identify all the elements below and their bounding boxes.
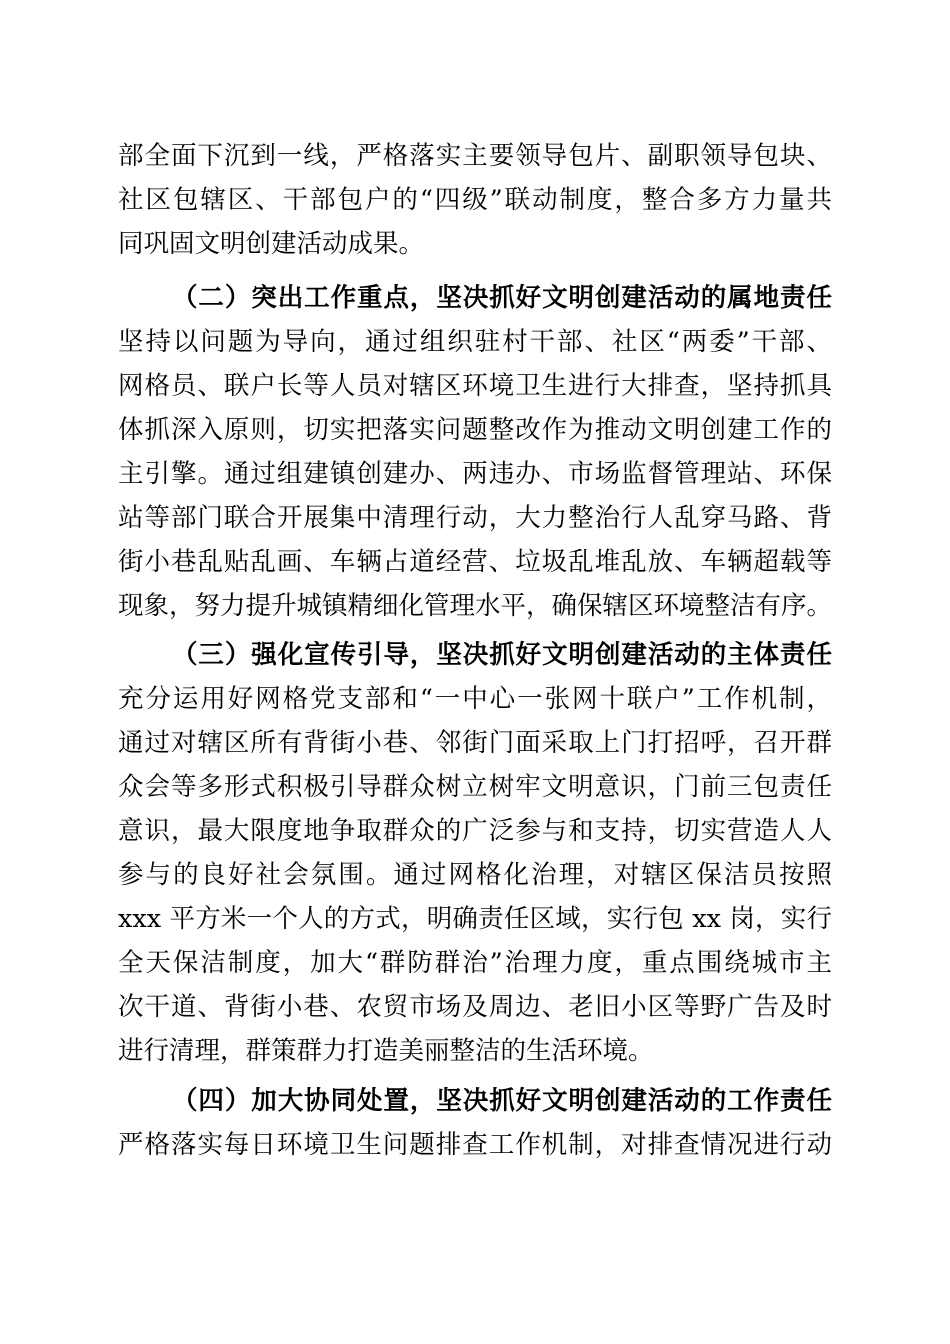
- text-line: 体抓深入原则，切实把落实问题整改作为推动文明创建工作的: [118, 415, 832, 445]
- text-line: 坚持以问题为导向，通过组织驻村干部、社区“两委”干部、: [118, 327, 832, 357]
- text-line: 通过对辖区所有背街小巷、邻街门面采取上门打招呼，召开群: [118, 728, 832, 758]
- text-line: 主引擎。通过组建镇创建办、两违办、市场监督管理站、环保: [118, 459, 832, 489]
- section-heading-3: （三）强化宣传引导，坚决抓好文明创建活动的主体责任: [172, 640, 832, 670]
- text-line: 进行清理，群策群力打造美丽整洁的生活环境。: [118, 1036, 654, 1066]
- text-line: 充分运用好网格党支部和“一中心一张网十联户”工作机制，: [118, 684, 832, 714]
- text-line: 同巩固文明创建活动成果。: [118, 229, 425, 259]
- text-line: 部全面下沉到一线，严格落实主要领导包片、副职领导包块、: [118, 141, 832, 171]
- text-line: 意识，最大限度地争取群众的广泛参与和支持，切实营造人人: [118, 816, 832, 846]
- text-line: 街小巷乱贴乱画、车辆占道经营、垃圾乱堆乱放、车辆超载等: [118, 547, 832, 577]
- text-line: 站等部门联合开展集中清理行动，大力整治行人乱穿马路、背: [118, 503, 832, 533]
- text-line: xxx 平方米一个人的方式，明确责任区域，实行包 xx 岗，实行: [118, 904, 832, 934]
- text-line: 严格落实每日环境卫生问题排查工作机制，对排查情况进行动: [118, 1130, 832, 1160]
- text-line: 参与的良好社会氛围。通过网格化治理，对辖区保洁员按照: [118, 860, 832, 890]
- text-line: 网格员、联户长等人员对辖区环境卫生进行大排查，坚持抓具: [118, 371, 832, 401]
- section-heading-2: （二）突出工作重点，坚决抓好文明创建活动的属地责任: [172, 283, 832, 313]
- section-heading-4: （四）加大协同处置，坚决抓好文明创建活动的工作责任: [172, 1086, 832, 1116]
- text-line: 社区包辖区、干部包户的“四级”联动制度，整合多方力量共: [118, 185, 832, 215]
- text-line: 次干道、背街小巷、农贸市场及周边、老旧小区等野广告及时: [118, 992, 832, 1022]
- text-line: 众会等多形式积极引导群众树立树牢文明意识，门前三包责任: [118, 772, 832, 802]
- text-line: 全天保洁制度，加大“群防群治”治理力度，重点围绕城市主: [118, 948, 832, 978]
- text-line: 现象，努力提升城镇精细化管理水平，确保辖区环境整洁有序。: [118, 591, 833, 621]
